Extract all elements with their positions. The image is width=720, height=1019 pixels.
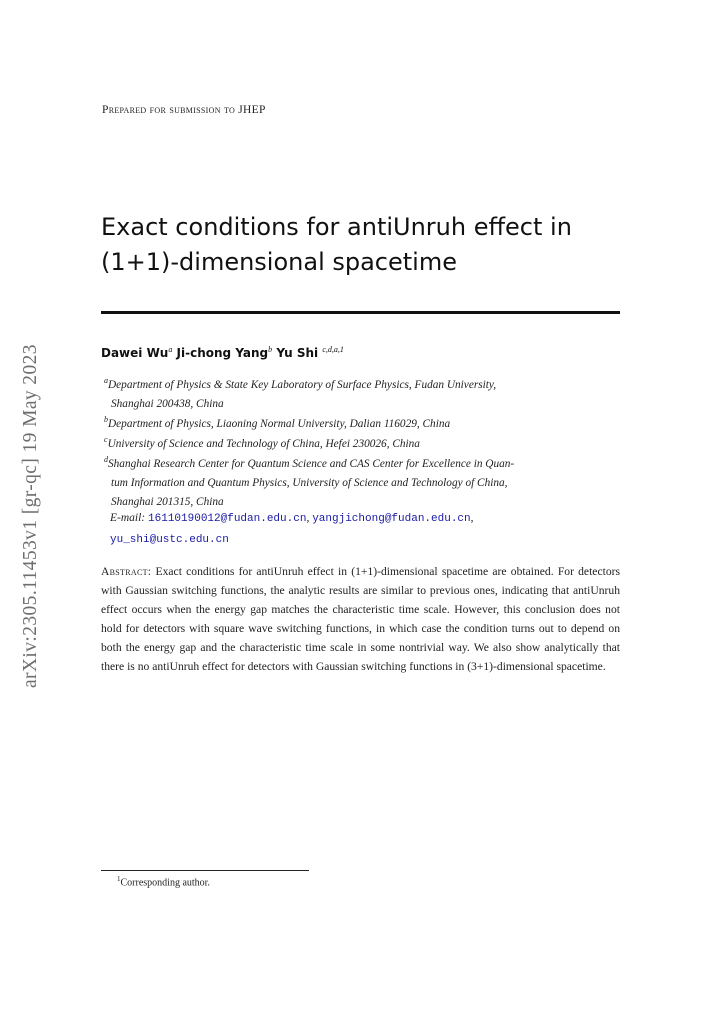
- affiliation-a: [104, 371, 620, 414]
- author-name: Ji-chong Yang: [176, 346, 269, 360]
- author-name: Yu Shi: [276, 346, 319, 360]
- affil-line: Department of Physics & State Key Laboratory of Surface Physics, Fudan University,: [108, 378, 497, 391]
- paper-title: [101, 210, 641, 280]
- footnote-mark: 1: [117, 875, 121, 883]
- affil-line: Department of Physics, Liaoning Normal University, Dalian 116029, China: [108, 417, 451, 430]
- author-affil-mark: a: [168, 345, 173, 354]
- title-line-2: (1+1)-dimensional spacetime: [101, 248, 457, 276]
- affil-line: tum Information and Quantum Physics, University of Science and Technology of China,: [111, 476, 508, 489]
- affil-mark: d: [104, 455, 108, 464]
- author-affil-mark: b: [268, 345, 273, 354]
- abstract-text: Exact conditions for antiUnruh effect in (1+1)-dimensional spacetime are obtained. For detectors with Gaussian switching functions, the analytic results are similar to previous ones, indicating that antiUnruh effect occurs when the energy gap matches the characteristic time scale. However, this conclusion does not hold for detectors with square wave switching functions, in which case the condition turns out to depend on both the energy gap and the characteristic time scale in some nontrivial way. We also show analytically that there is no antiUnruh effect for detectors with Gaussian switching functions in (3+1)-dimensional spacetime.: [101, 565, 620, 673]
- email-block: E-mail: 16110190012@fudan.edu.cn, yangjichong@fudan.edu.cn, yu_shi@ustc.edu.cn: [110, 512, 474, 546]
- affiliation-d: [104, 450, 620, 512]
- arxiv-stamp: arXiv:2305.11453v1 [gr-qc] 19 May 2023: [20, 344, 41, 688]
- title-rule: [101, 311, 620, 314]
- abstract: [101, 562, 620, 676]
- email-link[interactable]: yu_shi@ustc.edu.cn: [110, 534, 229, 546]
- affil-mark: b: [104, 415, 108, 424]
- footnote-text: Corresponding author.: [120, 877, 210, 889]
- footnote: [117, 875, 210, 888]
- affil-line: Shanghai Research Center for Quantum Science and CAS Center for Excellence in Quan-: [108, 457, 515, 470]
- author-name: Dawei Wu: [101, 346, 169, 360]
- affil-line: Shanghai 200438, China: [111, 397, 224, 410]
- submission-header: Prepared for submission to JHEP: [102, 104, 266, 116]
- footnote-rule: [101, 870, 309, 871]
- affil-mark: c: [104, 435, 108, 444]
- title-line-1: Exact conditions for antiUnruh effect in: [101, 213, 572, 241]
- author-list: [101, 345, 344, 360]
- abstract-heading: Abstract:: [101, 565, 152, 578]
- email-link[interactable]: yangjichong@fudan.edu.cn: [312, 513, 471, 525]
- affil-mark: a: [104, 376, 108, 385]
- affil-line: University of Science and Technology of China, Hefei 230026, China: [107, 437, 420, 450]
- affil-line: Shanghai 201315, China: [111, 495, 224, 508]
- email-label: E-mail:: [110, 512, 146, 524]
- author-affil-mark: c,d,a,1: [322, 345, 344, 354]
- email-link[interactable]: 16110190012@fudan.edu.cn: [148, 513, 307, 525]
